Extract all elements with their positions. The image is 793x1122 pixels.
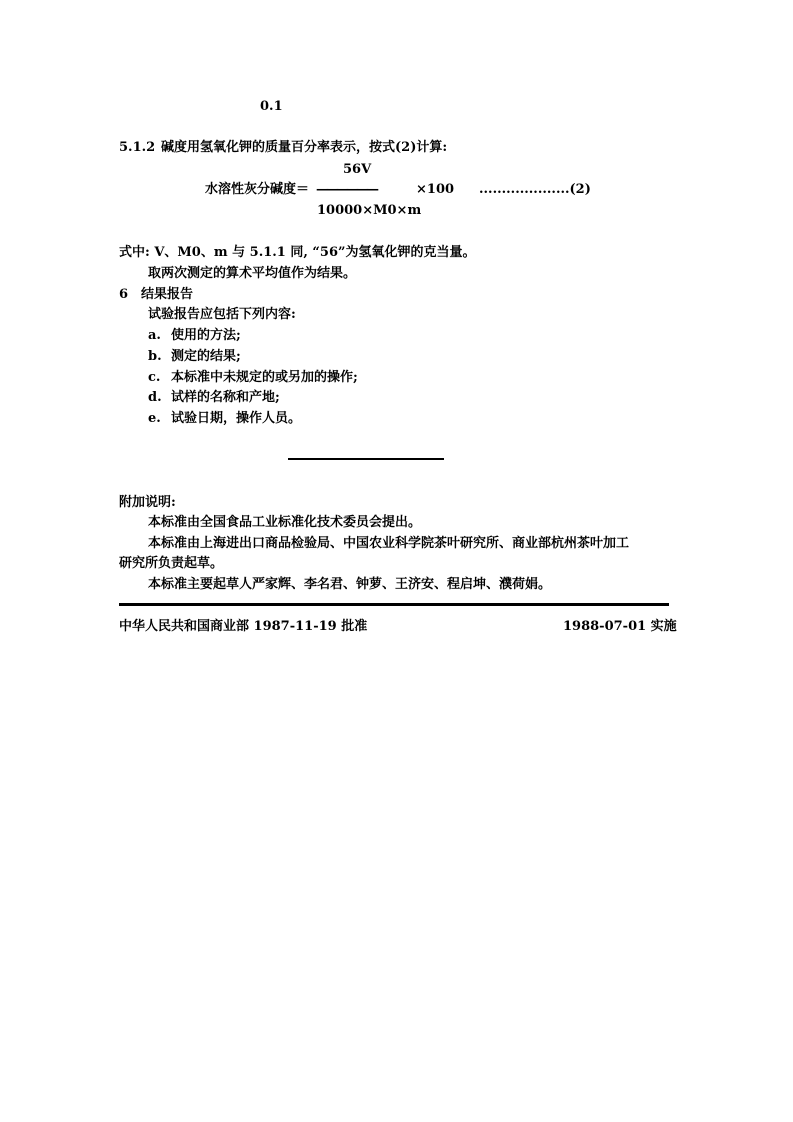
notes-line: 本标准主要起草人严家辉、李名君、钟萝、王济安、程启坤、濮荷娟。 [148,577,552,592]
list-item-text: 使用的方法; [171,328,241,343]
top-fragment: 0.1 [260,99,283,114]
equation-reference: ....................(2) [479,182,591,197]
section-number: 5.1.2 [119,140,156,155]
list-item-label: b. [148,349,162,364]
fraction-bar: —————— [316,182,376,197]
section-6-intro: 试验报告应包括下列内容: [148,307,296,322]
formula-numerator: 56V [343,162,372,177]
section-6-number: 6 [119,287,129,302]
notes-line: 研究所负责起草。 [119,556,224,571]
notes-heading: 附加说明: [119,495,176,510]
list-item-text: 本标准中未规定的或另加的操作; [171,370,358,385]
list-item-text: 试验日期，操作人员。 [171,411,302,426]
footer-approved: 中华人民共和国商业部 1987-11-19 批准 [119,619,368,634]
section-text: 碱度用氢氧化钾的质量百分率表示，按式(2)计算: [161,140,448,155]
paragraph-average: 取两次测定的算术平均值作为结果。 [148,266,357,281]
section-6-title: 结果报告 [141,287,194,302]
list-item-label: a. [148,328,161,343]
list-item-label: e. [148,411,161,426]
notes-line: 本标准由上海进出口商品检验局、中国农业科学院茶叶研究所、商业部杭州茶叶加工 [148,536,630,551]
list-item-text: 测定的结果; [171,349,241,364]
notes-line: 本标准由全国食品工业标准化技术委员会提出。 [148,515,422,530]
formula-times-100: ×100 [416,182,455,197]
end-of-text-rule [288,458,444,460]
list-item-label: d. [148,390,162,405]
list-item-label: c. [148,370,161,385]
footer-rule [119,603,669,606]
formula-lhs: 水溶性灰分碱度＝ [205,182,310,197]
list-item-text: 试样的名称和产地; [171,390,280,405]
formula-denominator: 10000×M0×m [317,203,422,218]
paragraph-where: 式中: V、M0、m 与 5.1.1 同, “56”为氢氧化钾的克当量。 [119,245,476,260]
footer-effective: 1988-07-01 实施 [563,619,677,634]
